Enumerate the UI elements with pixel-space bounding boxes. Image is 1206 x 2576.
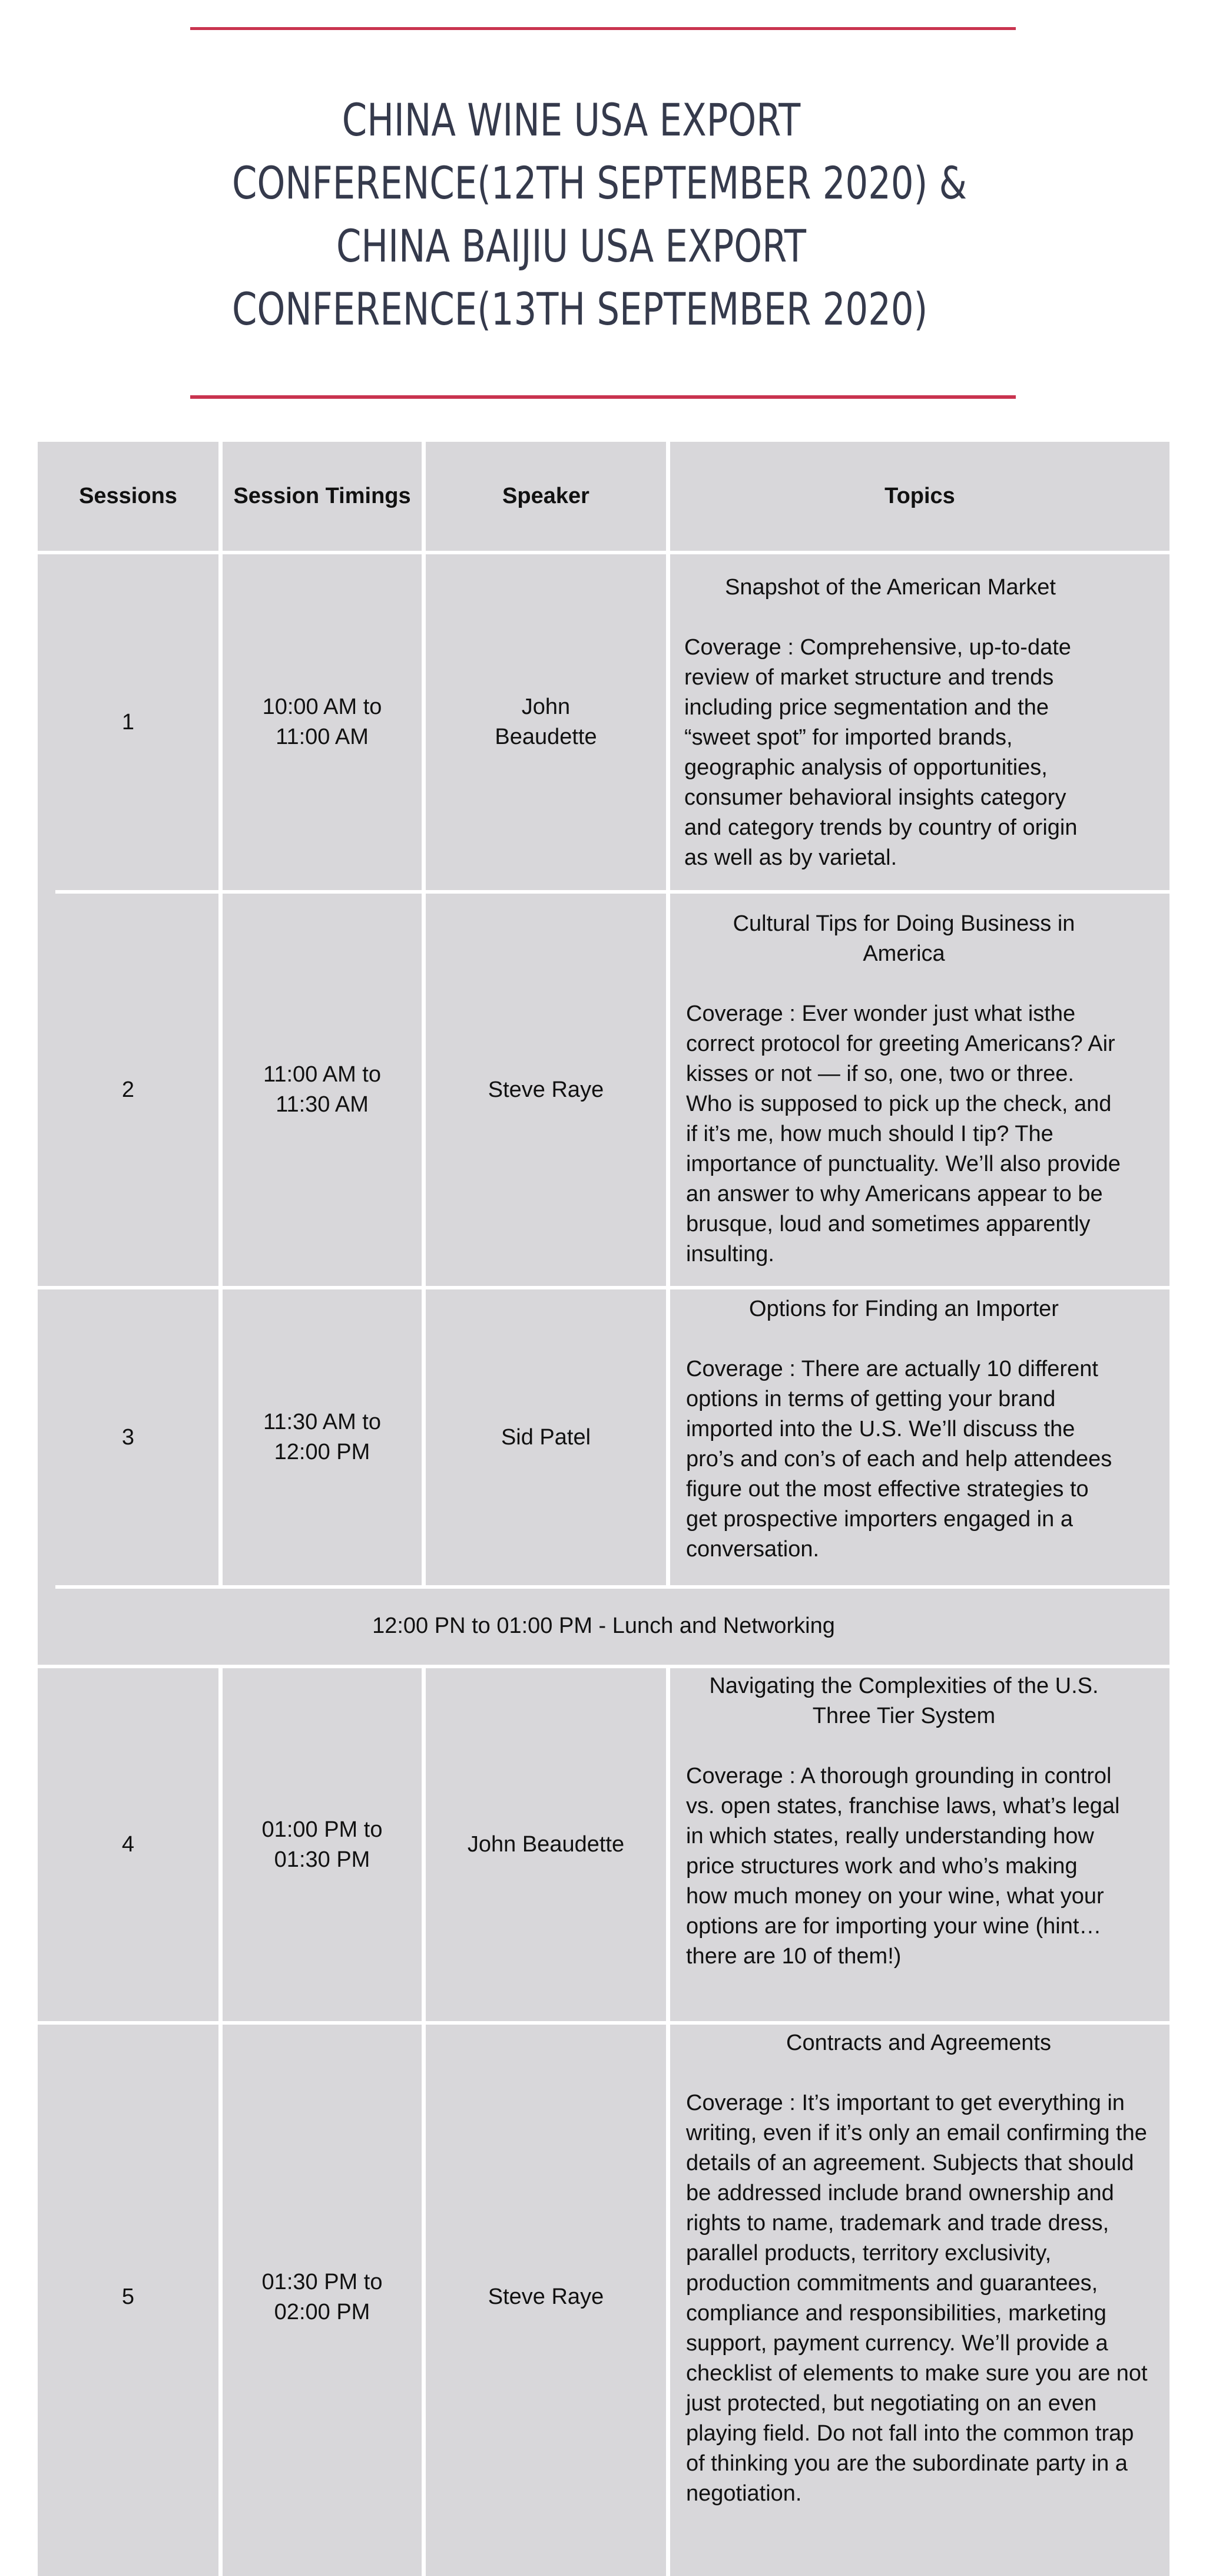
topic-title: Cultural Tips for Doing Business in America (733, 911, 1075, 966)
column-header-topics: Topics (884, 484, 955, 508)
column-header-sessions: Sessions (79, 484, 177, 508)
topic-title: Navigating the Complexities of the U.S. Three Tier System (709, 1674, 1099, 1728)
session-timing: 01:00 PM to 01:30 PM (261, 1817, 383, 1872)
column-divider (666, 442, 670, 1588)
speaker-name: John Beaudette (495, 695, 597, 749)
topic-coverage: Coverage : Ever wonder just what isthe correct protocol for greeting Americans? Air kisses or not — if so, one, two or three. Who is supposed to pick up the check, and if it’s me, how much should I tip? The importance of punctuality. We’ll also provide an answer to why Americans appear to be brusque, loud and sometimes apparently insulting. (686, 1001, 1121, 1266)
column-divider (218, 442, 223, 1588)
session-timing: 10:00 AM to 11:00 AM (262, 695, 382, 749)
column-divider (422, 1667, 426, 2576)
topic-title: Options for Finding an Importer (749, 1297, 1059, 1321)
speaker-name: Steve Raye (488, 1077, 604, 1102)
topic-coverage: Coverage : Comprehensive, up-to-date review of market structure and trends including price segmentation and the “sweet spot” for imported brands, geographic analysis of opportunities, consumer behavioral insights category and category trends by country of origin as well as by varietal. (684, 635, 1078, 870)
topic-title: Snapshot of the American Market (725, 575, 1056, 600)
title-line-1: CHINA WINE USA EXPORT (342, 94, 801, 146)
session-number: 4 (121, 1832, 135, 1857)
session-timing: 11:00 AM to 11:30 AM (263, 1062, 381, 1117)
column-divider (218, 1667, 223, 2576)
speaker-name: Steve Raye (488, 2284, 604, 2309)
schedule-table (38, 442, 1169, 2576)
lunch-break-row: 12:00 PN to 01:00 PM - Lunch and Networking (372, 1613, 835, 1638)
topic-cell (686, 1294, 1122, 1565)
session-number: 2 (121, 1077, 135, 1102)
session-number: 3 (121, 1424, 135, 1450)
topic-coverage: Coverage : A thorough grounding in control vs. open states, franchise laws, what’s legal in which states, really understanding how price structures work and who’s making how much money on your wine, what your options are for importing your wine (hint…there are 10 of them!) (686, 1764, 1120, 1969)
topic-coverage: Coverage : It’s important to get everything in writing, even if it’s only an email confirming the details of an agreement. Subjects that should be addressed include brand ownership and rights to name, trademark and trade dress, parallel products, territory exclusivity, production commitments and guarantees, compliance and responsibilities, marketing support, payment currency. We’ll provide a checklist of elements to make sure you are not just protected, but negotiating on an even playing field. Do not fall into the common trap of thinking you are the subordinate party in a negotiation. (686, 2091, 1148, 2506)
bottom-divider-rule (190, 395, 1016, 399)
column-divider (422, 442, 426, 1588)
speaker-name: John Beaudette (467, 1832, 625, 1857)
title-line-4: CONFERENCE(13TH SEPTEMBER 2020) (232, 283, 928, 335)
session-number: 1 (121, 709, 135, 735)
top-divider-rule (190, 27, 1016, 30)
column-header-speaker: Speaker (502, 484, 589, 508)
topic-cell (686, 2028, 1151, 2509)
page-title (232, 88, 968, 340)
column-header-timings: Session Timings (233, 484, 411, 508)
row-divider (55, 1585, 1169, 1589)
session-timing: 11:30 AM to 12:00 PM (263, 1410, 381, 1464)
title-line-3: CHINA BAIJIU USA EXPORT (336, 220, 807, 272)
session-timing: 01:30 PM to 02:00 PM (261, 2269, 383, 2324)
speaker-name: Sid Patel (501, 1424, 591, 1450)
session-number: 5 (121, 2284, 135, 2309)
topic-title: Contracts and Agreements (786, 2031, 1051, 2055)
topic-cell (684, 573, 1096, 873)
topic-coverage: Coverage : There are actually 10 different options in terms of getting your brand imported into the U.S. We’ll discuss the pro’s and con’s of each and help attendees figure out the most effective strategies to get prospective importers engaged in a conversation. (686, 1357, 1112, 1562)
column-divider (666, 1667, 670, 2576)
title-line-2: CONFERENCE(12TH SEPTEMBER 2020) & (232, 157, 968, 209)
topic-cell (686, 1671, 1122, 1972)
topic-cell (686, 909, 1122, 1269)
